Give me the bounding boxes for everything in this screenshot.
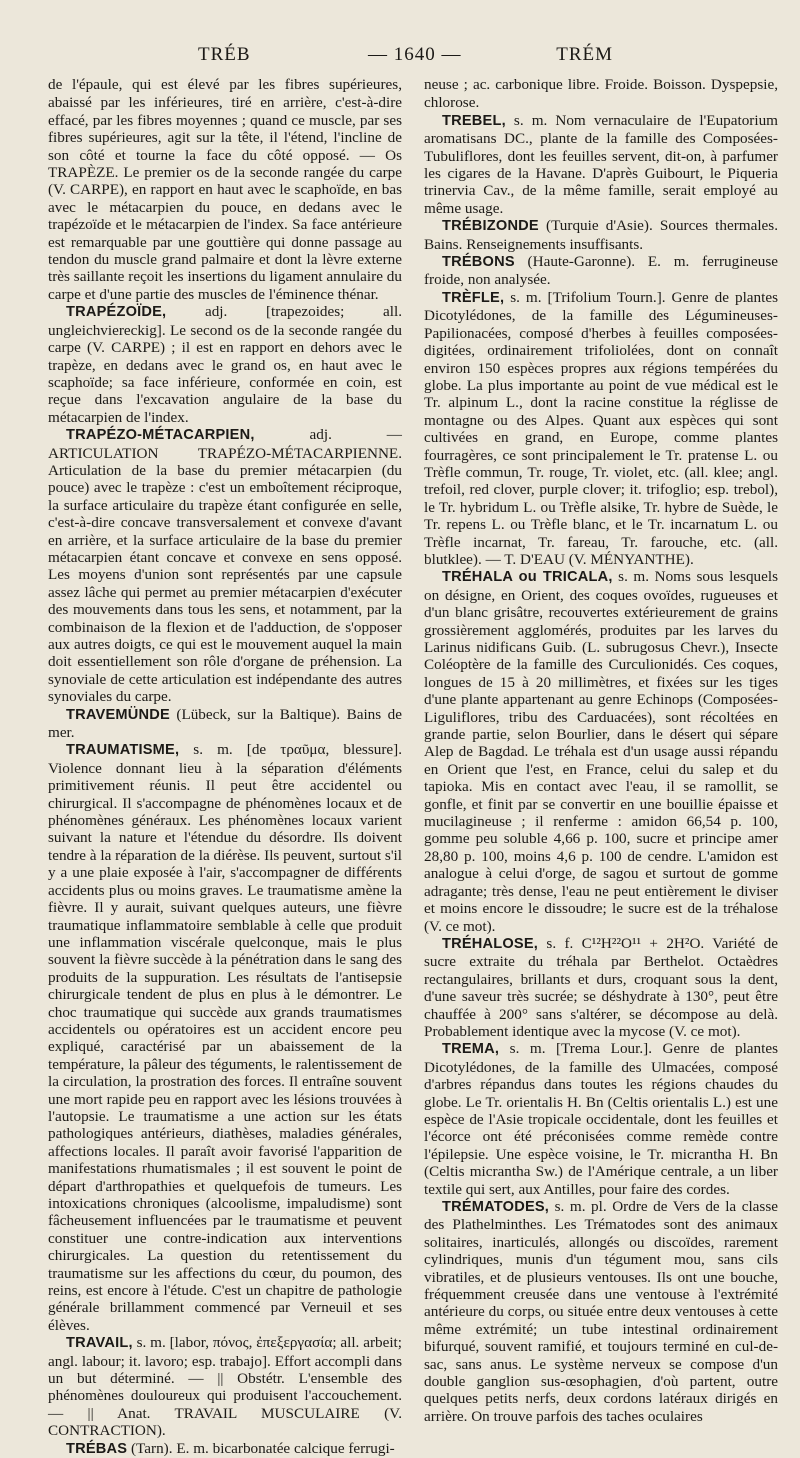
entry-text: adj. [trapezoides; all. ungleichviereckig]. Le second os de la seconde rangée du carpe (V. CARPE) ; il est en rapport en dehors avec le trapèze, en dedans avec le grand os, en haut avec le scaphoïde; sa face inférieure, conformée en coin, est reçue dans l'excavation angulaire de la base du métacarpien de l'index. (48, 303, 402, 426)
entry-text: s. m. [Trifolium Tourn.]. Genre de plantes Dicotylédones, de la famille des Légumineuses-Papilionacées, composé d'herbes à feuilles composées-digitées, ordinairement trifoliolées, dont on connaît environ 150 espèces propres aux régions tempérées du globe. La plus importante au point de vue médical est le Tr. alpinum L., dont la racine constitue la réglisse de montagne ou des Alpes. Quant aux espèces qui sont cultivées en grand, en Europe, comme plantes fourragères, ce sont principalement le Tr. pratense L. ou Trèfle commun, Tr. rouge, Tr. violet, etc. (all. klee; angl. trefoil, red clover, purple clover; it. trifoglio; esp. trebol), le Tr. hybridum L. ou Trèfle alsike, Tr. hybre de Suède, le Tr. repens L. ou Trèfle blanc, et le Tr. incarnatum L. ou Trèfle incarnat, Tr. fareau, Tr. farouche, etc. (all. blutklee). — T. D'EAU (V. MÉNYANTHE). (424, 288, 778, 568)
entry (424, 1198, 778, 1425)
entry-text: s. m. Nom vernaculaire de l'Eupatorium aromatisans DC., plante de la famille des Composées-Tubuliflores, dont les feuilles servent, dit-on, à parfumer les cigares de la Havane. D'après Guibourt, le Piqueria trinervia Cav., de la même famille, serait employé au même usage. (424, 111, 778, 217)
entry-headword: TRAVEMÜNDE (66, 706, 170, 723)
left-column (48, 76, 402, 1457)
entry-headword: TREMA, (442, 1041, 500, 1058)
entry-text: de l'épaule, qui est élevé par les fibres supérieures, abaissé par les inférieures, tiré en arrière, c'est-à-dire effacé, par les fibres moyennes ; quand ce muscle, par ses fibres supérieures, agit sur la tête, il l'étend, l'incline de son côté et tourne la face du côté opposé. — Os TRAPÈZE. Le premier os de la seconde rangée du carpe (V. CARPE), en rapport en haut avec le scaphoïde, en bas avec le métacarpien du pouce, en dedans avec le trapézoïde et le métacarpien de l'index. Sa face antérieure est remarquable par une gouttière qui donne passage au tendon du muscle grand palmaire et dont la lèvre externe très saillante reçoit les insertions du ligament annulaire du carpe et d'une partie des muscles de l'éminence thénar. (48, 76, 402, 303)
entry-text: (Haute-Garonne). E. m. ferrugineuse froide, non analysée. (424, 253, 778, 289)
entry-headword: TRÈFLE, (442, 289, 505, 306)
entry-text: neuse ; ac. carbonique libre. Froide. Boisson. Dyspepsie, chlorose. (424, 76, 778, 112)
entry (48, 76, 402, 303)
entry (48, 426, 402, 706)
entry-text: adj. — ARTICULATION TRAPÉZO-MÉTACARPIENNE. Articulation de la base du premier métacarpien (du pouce) avec le trapèze : c'est un emboîtement réciproque, la surface articulaire du trapèze étant configurée en selle, c'est-à-dire concave transversalement et convexe d'avant en arrière, et la surface articulaire de la base du premier métacarpien étant concave et convexe en sens opposé. Les moyens d'union sont représentés par une capsule assez lâche qui permet au premier métacarpien d'exécuter des mouvements dans tous les sens, et notamment, par la combinaison de la flexion et de l'adduction, de s'opposer aux autres doigts, ce qui est le mouvement auquel la main doit essentiellement son rôle d'organe de préhension. La synoviale de cette articulation est indépendante des autres synoviales du carpe. (48, 426, 402, 706)
entry (48, 706, 402, 742)
entry-text: (Tarn). E. m. bicarbonatée calcique ferrugi- (127, 1439, 395, 1457)
entry-headword: TRÉBAS (66, 1440, 128, 1457)
entry-headword: TRÉHALA ou TRICALA, (442, 569, 613, 586)
entry (424, 1040, 778, 1198)
entry-text: s. m. [Trema Lour.]. Genre de plantes Dicotylédones, de la famille des Ulmacées, composé d'arbres répandus dans toutes les régions chaudes du globe. Le Tr. orientalis H. Bn (Celtis orientalis L.) est une espèce de l'Asie tropicale occidentale, dont les feuilles et l'écorce ont été préconisées comme remède contre l'épilepsie. Une espèce voisine, le Tr. micrantha H. Bn (Celtis micrantha Sw.) de l'Amérique centrale, a un liber textile qui sert, aux Antilles, pour faire des cordes. (424, 1040, 778, 1198)
entry-headword: TREBEL, (442, 112, 506, 129)
entry (424, 76, 778, 112)
entry (424, 253, 778, 289)
header-left-guideword: TRÉB (198, 44, 251, 65)
entry-text: (Lübeck, sur la Baltique). Bains de mer. (48, 705, 402, 742)
entry (48, 303, 402, 426)
entry-text: s. f. C¹²H²²O¹¹ + 2H²O. Variété de sucre extraite du tréhala par Berthelot. Octaèdres rectangulaires, brillants et durs, croquant sous la dent, d'une saveur très sucrée; se déshydrate à 130°, peut être chauffée à 200° sans s'altérer, se décompose au delà. Probablement identique avec la mycose (V. ce mot). (424, 934, 778, 1040)
page-header (48, 44, 778, 72)
entry (48, 741, 402, 1334)
entry-text: s. m. [de τραῦμα, blessure]. Violence donnant lieu à la séparation d'éléments primitivement réunis. Il peut être accidentel ou chirurgical. Il s'accompagne de phénomènes locaux et de phénomènes généraux. Les phénomènes locaux varient suivant la nature et l'étendue du désordre. Ils doivent tendre à la réparation de la diérèse. Ils peuvent, surtout s'il y a une plaie exposée à l'air, s'accompagner de différents accidents plus ou moins graves. Le traumatisme amène la fièvre. Il y aurait, suivant quelques auteurs, une fièvre traumatique inflammatoire semblable à celle que produit une inflammation viscérale quelconque, mais le plus souvent la fièvre succède à la pénétration dans le sang des produits de la suppuration. Les résultats de l'antisepsie chirurgicale tendent de plus en plus à le démontrer. Le choc traumatique qui succède aux grands traumatismes accidentels ou opératoires est un accident encore peu expliqué, caractérisé par un abaissement de la température, la pâleur des téguments, le ralentissement de la circulation, la prostration des forces. Il entraîne souvent une mort rapide peu en rapport avec les lésions trouvées à l'autopsie. Le traumatisme a une action sur les états pathologiques antérieurs, diathèses, maladies générales, affections locales. Il paraît avoir favorisé l'apparition de manifestations rhumatismales ; il est souvent le point de départ d'arthropathies et quelquefois de tumeurs. Les intoxications chroniques (alcoolisme, impaludisme) sont fâcheusement influencées par le traumatisme et peuvent constituer une contre-indication aux interventions chirurgicales. La question du retentissement du traumatisme sur les affections du cœur, du poumon, des reins, est encore à l'étude. C'est un chapitre de pathologie générale brillamment commencé par Verneuil et ses élèves. (48, 741, 402, 1334)
entry (424, 935, 778, 1040)
entry-headword: TRÉBIZONDE (442, 218, 539, 235)
entry-headword: TRAUMATISME, (66, 742, 180, 759)
entry (48, 1334, 402, 1439)
entry-text: s. m. [labor, πόνος, ἐπεξεργασία; all. arbeit; angl. labour; it. lavoro; esp. trabajo]. Effort accompli dans un but déterminé. — || Obstétr. L'ensemble des phénomènes douloureux qui produisent l'accouchement. — || Anat. TRAVAIL MUSCULAIRE (V. CONTRACTION). (48, 1334, 402, 1440)
header-right-guideword: TRÉM (556, 44, 613, 65)
columns (48, 76, 778, 1457)
entry (424, 112, 778, 217)
entry-headword: TRAVAIL, (66, 1335, 133, 1352)
entry (424, 217, 778, 253)
right-column (424, 76, 778, 1425)
entry-text: s. m. pl. Ordre de Vers de la classe des Plathelminthes. Les Trématodes sont des animaux solitaires, inarticulés, allongés ou discoïdes, rarement cylindriques, munis d'un tégument mou, sans cils vibratiles, et de plusieurs ventouses. Ils ont une bouche, fréquemment creusée dans une ventouse à l'extrémité antérieure du corps, ou située entre deux ventouses à cette même extrémité; un tube intestinal ordinairement bifurqué, souvent ramifié, et toujours terminé en cul-de-sac, sans anus. Le système nerveux se compose d'un double ganglion sus-œsophagien, d'où partent, outre quelques petits nerfs, deux cordons latéraux dirigés en arrière. On trouve parfois des taches oculaires (424, 1198, 778, 1425)
entry (424, 568, 778, 935)
page-number: — 1640 — (368, 44, 462, 65)
entry-headword: TRÉMATODES, (442, 1199, 550, 1215)
entry-text: (Turquie d'Asie). Sources thermales. Bains. Renseignements insuffisants. (424, 217, 778, 253)
entry-headword: TRAPÉZOÏDE, (66, 304, 167, 321)
entry (424, 289, 778, 569)
entry-headword: TRÉHALOSE, (442, 935, 539, 952)
entry (48, 1440, 402, 1458)
entry-headword: TRÉBONS (442, 254, 515, 271)
entry-text: s. m. Noms sous lesquels on désigne, en Orient, des coques ovoïdes, rugueuses et d'un blanc grisâtre, recouvertes extérieurement de grains grossièrement agglomérés, produites par les larves du Larinus nidificans Guib. (L. subrugosus Chevr.), Insecte Coléoptère de la famille des Curculionidés. Ces coques, longues de 15 à 20 millimètres, et fixées sur les tiges d'une plante appartenant au genre Echinops (Composées-Liguliflores, tribu des Carduacées), sont récoltées en grande partie, selon Bourlier, dans le désert qui sépare Alep de Bagdad. Le tréhala est d'un usage aussi répandu en Orient que l'est, en France, celui du salep et du tapioka. Mis en contact avec l'eau, il se ramollit, se gonfle, et finit par se convertir en une bouillie épaisse et mucilagineuse ; il renferme : amidon 66,54 p. 100, gomme peu soluble 4,66 p. 100, sucre et principe amer 28,80 p. 100, moins 4,6 p. 100 de cendre. L'amidon est analogue à celui d'orge, de sagou et surtout de gomme adragante; très dense, l'eau ne peut entièrement le diviser et moins encore le dissoudre; le sucre est de la tréhalose (V. ce mot). (424, 568, 778, 935)
entry-headword: TRAPÉZO-MÉTACARPIEN, (66, 427, 255, 444)
